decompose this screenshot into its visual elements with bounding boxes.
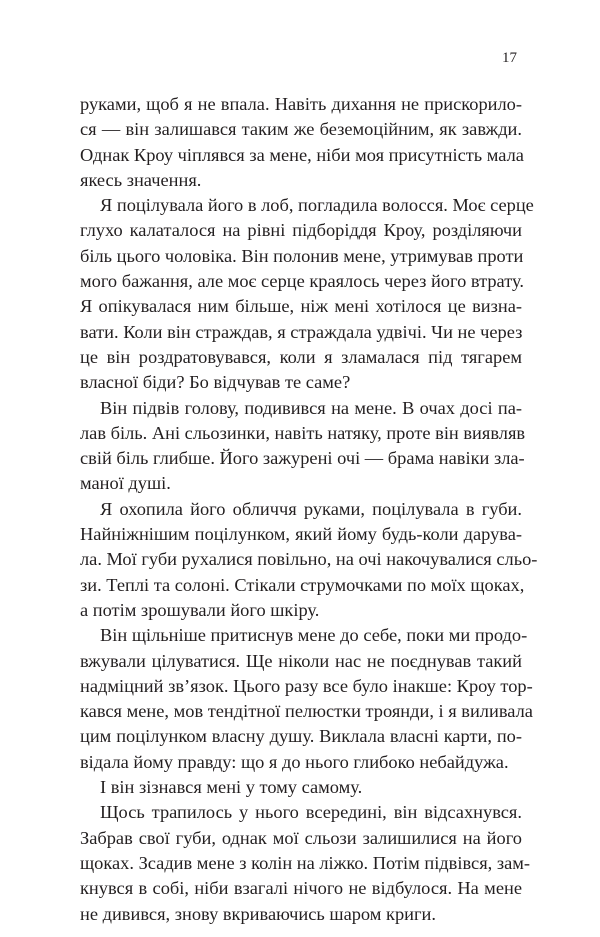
text-line: Він щільніше притиснув мене до себе, поки ми продо- (100, 625, 528, 646)
text-line: мого бажання, але моє серце краялось через його втрату. (80, 271, 524, 292)
text-line: Він підвів голову, подивився на мене. В очах досі па- (100, 397, 522, 418)
text-line: щоках. Зсадив мене з колін на ліжко. Потім підвівся, зам- (80, 852, 531, 873)
paragraph (80, 775, 522, 800)
text-line: Я опікувалася ним більше, ніж мені хотілося це визна- (80, 296, 522, 317)
paragraph (80, 800, 531, 926)
text-line: маної душі. (80, 473, 171, 494)
paragraph (80, 92, 522, 193)
text-line: біль цього чоловіка. Він полонив мене, утримував проти (80, 245, 524, 266)
text-line: зи. Теплі та солоні. Стікали струмочками по моїх щоках, (80, 574, 525, 595)
paragraph (80, 193, 534, 395)
text-line: це він роздратовувався, коли я зламалася під тягарем (80, 346, 522, 367)
text-line: Я поцілувала його в лоб, погладила волосся. Моє серце (100, 195, 534, 216)
paragraph (80, 623, 533, 775)
paragraph (80, 396, 526, 497)
text-line: якесь значення. (80, 169, 202, 190)
text-line: цим поцілунком власну душу. Виклала власні карти, по- (80, 726, 522, 747)
text-line: Забрав свої губи, однак мої сльози залишилися на його (80, 827, 522, 848)
text-line: свій біль глибше. Його зажурені очі — брама навіки зла- (80, 448, 525, 469)
text-line: відала йому правду: що я до нього глибоко небайдужа. (80, 751, 509, 772)
page-number: 17 (502, 50, 517, 66)
text-line: ся — він залишався таким же беземоційним, як завжди. (80, 119, 522, 140)
text-line: вжували цілуватися. Ще ніколи нас не поєднував такий (80, 650, 522, 671)
text-line: І він зізнався мені у тому самому. (100, 777, 363, 798)
text-line: надміцний зв’язок. Цього разу все було інакше: Кроу тор- (80, 675, 533, 696)
text-line: Я охопила його обличчя руками, поцілувала в губи. (100, 498, 522, 519)
text-line: власної біди? Бо відчував те саме? (80, 372, 351, 393)
text-line: Однак Кроу чіплявся за мене, ніби моя присутність мала (80, 144, 524, 165)
text-line: руками, щоб я не впала. Навіть дихання не прискорило- (80, 94, 522, 114)
body-text (80, 92, 538, 927)
text-line: глухо калаталося на рівні підборіддя Кроу, розділяючи (80, 220, 522, 241)
text-line: лав біль. Ані сльозинки, навіть натяку, проте він виявляв (80, 422, 526, 443)
text-line: ла. Мої губи рухалися повільно, на очі накочувалися сльо- (80, 549, 538, 570)
text-line: Щось трапилось у нього всередині, він відсахнувся. (100, 802, 522, 823)
text-line: Найніжнішим поцілунком, який йому будь-коли дарува- (80, 524, 522, 545)
text-line: не дивився, знову вкриваючись шаром криги. (80, 903, 436, 924)
paragraph (80, 497, 538, 623)
text-line: а потім зрошували його шкіру. (80, 599, 320, 620)
text-line: вати. Коли він страждав, я страждала удвічі. Чи не через (80, 321, 523, 342)
text-line: кнувся в собі, ніби взагалі нічого не відбулося. На мене (80, 878, 522, 899)
text-line: кався мене, мов тендітної пелюстки троянди, і я виливала (80, 701, 533, 722)
